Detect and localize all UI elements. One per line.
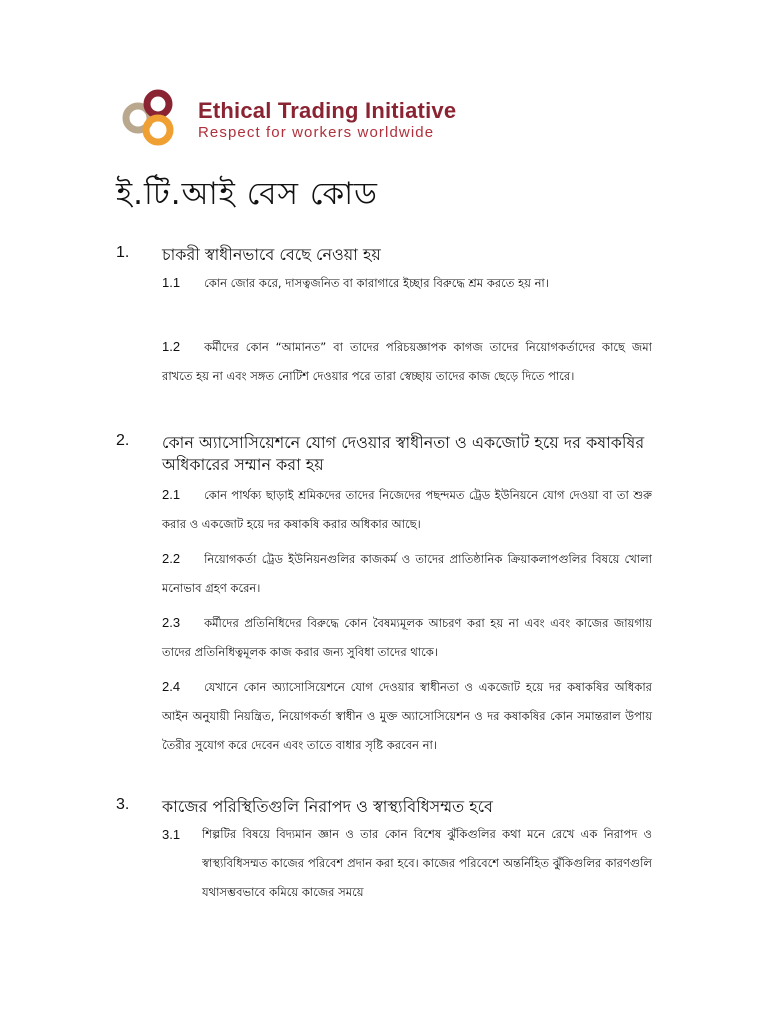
clause-number: 2.2 [162, 551, 181, 566]
clause-text: যেখানে কোন অ্যাসোসিয়েশনে যোগ দেওয়ার স্বাধীনতা ও একজোট হয়ে দর কষাকষির অধিকার আইন অনুযায়ী নিয়ন্ত্রিত, নিয়োগকর্তা স্বাধীন ও মুক্ত অ্যাসোসিয়েশন ও দর কষাকষির কোন সমান্তরাল উপায় তৈরীর সুযোগ করে দেবেন এবং তাতে বাধার সৃষ্টি করবেন না। [162, 680, 652, 752]
logo-name: Ethical Trading Initiative [198, 98, 457, 123]
clause-2-2 [162, 544, 652, 603]
section-heading: কোন অ্যাসোসিয়েশনে যোগ দেওয়ার স্বাধীনতা ও একজোট হয়ে দর কষাকষির অধিকারের সম্মান করা হয় [162, 433, 645, 474]
section-heading: চাকরী স্বাধীনভাবে বেছে নেওয়া হয় [162, 245, 381, 264]
section-number: 2. [116, 432, 130, 449]
clause-text: নিয়োগকর্তা ট্রেড ইউনিয়নগুলির কাজকর্ম ও তাদের প্রাতিষ্ঠানিক ক্রিয়াকলাপগুলির বিষয়ে খোলা মনোভাব গ্রহণ করেন। [162, 552, 652, 595]
clause-number: 2.4 [162, 679, 181, 694]
section-heading: কাজের পরিস্থিতিগুলি নিরাপদ ও স্বাস্থ্যবিধিসম্মত হবে [162, 797, 493, 816]
clause-text: কর্মীদের কোন “আমানত” বা তাদের পরিচয়জ্ঞাপক কাগজ তাদের নিয়োগকর্তাদের কাছে জমা রাখতে হয় না এবং সঙ্গত নোটিশ দেওয়ার পরে তারা স্বেচ্ছায় তাদের কাজ ছেড়ে দিতে পারে। [162, 340, 652, 383]
document-title: ই.টি.আই বেস কোড [116, 176, 378, 212]
clause-text: কোন পার্থক্য ছাড়াই শ্রমিকদের তাদের নিজেদের পছন্দমত ট্রেড ইউনিয়নে যোগ দেওয়া বা তা শুরু করার ও একজোট হয়ে দর কষাকষি করার অধিকার আছে। [162, 488, 652, 531]
clause-1-1 [162, 268, 652, 298]
clause-number: 1.1 [162, 275, 181, 290]
clause-2-3 [162, 608, 652, 667]
clause-number: 2.1 [162, 487, 181, 502]
eti-logo-mark-icon [120, 88, 190, 152]
clause-text: কর্মীদের প্রতিনিধিদের বিরুদ্ধে কোন বৈষম্যমূলক আচরণ করা হয় না এবং এবং কাজের জায়গায় তাদের প্রতিনিধিত্বমূলক কাজ করার জন্য সুবিধা তাদের থাকে। [162, 616, 652, 659]
section-number: 1. [116, 244, 130, 261]
clause-1-2 [162, 332, 652, 391]
clause-3-1 [162, 820, 652, 907]
clause-text: শিল্পটির বিষয়ে বিদ্যমান জ্ঞান ও তার কোন বিশেষ ঝুঁকিগুলির কথা মনে রেখে এক নিরাপদ ও স্বাস্থ্যবিধিসম্মত কাজের পরিবেশ প্রদান করা হবে। কাজের পরিবেশে অন্তর্নিহিত ঝুঁকিগুলির কারণগুলি যথাসম্ভবভাবে কমিয়ে কাজের সময়ে [202, 827, 652, 899]
section-number: 3. [116, 796, 130, 813]
clause-2-1 [162, 480, 652, 539]
clause-number: 2.3 [162, 615, 181, 630]
logo-tagline: Respect for workers worldwide [198, 124, 435, 141]
eti-logo [120, 88, 480, 152]
clause-number: 1.2 [162, 339, 181, 354]
clause-text: কোন জোর করে, দাসত্বজনিত বা কারাগারে ইচ্ছার বিরুদ্ধে শ্রম করতে হয় না। [204, 276, 549, 290]
clause-number: 3.1 [162, 827, 181, 842]
clause-2-4 [162, 672, 652, 760]
